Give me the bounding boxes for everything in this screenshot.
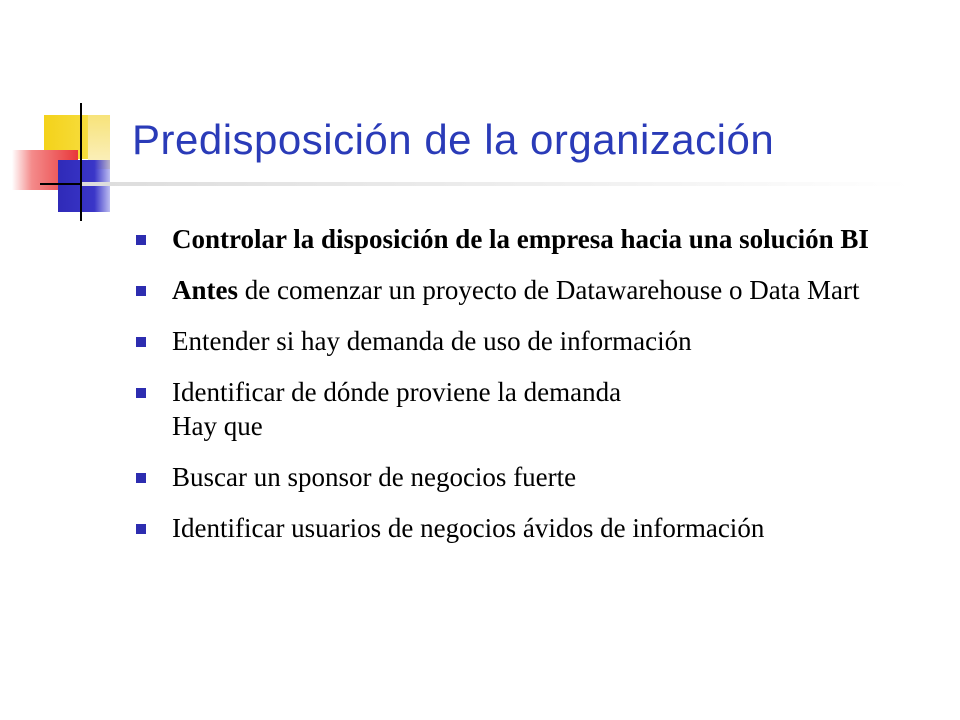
bullet-square-icon [136,286,146,296]
bullet-item [134,222,934,256]
bullet-item [134,324,934,358]
bullet-text: de comenzar un proyecto de Datawarehouse o Data Mart [238,275,860,305]
bullet-square-icon [136,337,146,347]
bullet-list [134,222,934,562]
logo-blue-square [58,160,110,212]
bullet-square-icon [136,473,146,483]
bullet-item [134,273,934,307]
title-underline [82,182,910,186]
bullet-square-icon [136,388,146,398]
bullet-square-icon [136,235,146,245]
bullet-item [134,375,934,443]
bullet-text-line2: Hay que [172,411,263,441]
bullet-text-line1: Identificar de dónde proviene la demanda [172,377,622,407]
bullet-lead-bold: Antes [172,275,238,305]
bullet-text: Entender si hay demanda de uso de información [172,326,692,356]
bullet-text: Identificar usuarios de negocios ávidos de información [172,513,765,543]
bullet-item [134,460,934,494]
bullet-text: Buscar un sponsor de negocios fuerte [172,462,577,492]
logo-vertical-line [80,103,82,221]
bullet-square-icon [136,524,146,534]
bullet-text: Controlar la disposición de la empresa hacia una solución BI [172,224,869,254]
bullet-item [134,511,934,545]
slide-title: Predisposición de la organización [132,116,775,163]
template-logo-graphic [0,0,140,230]
